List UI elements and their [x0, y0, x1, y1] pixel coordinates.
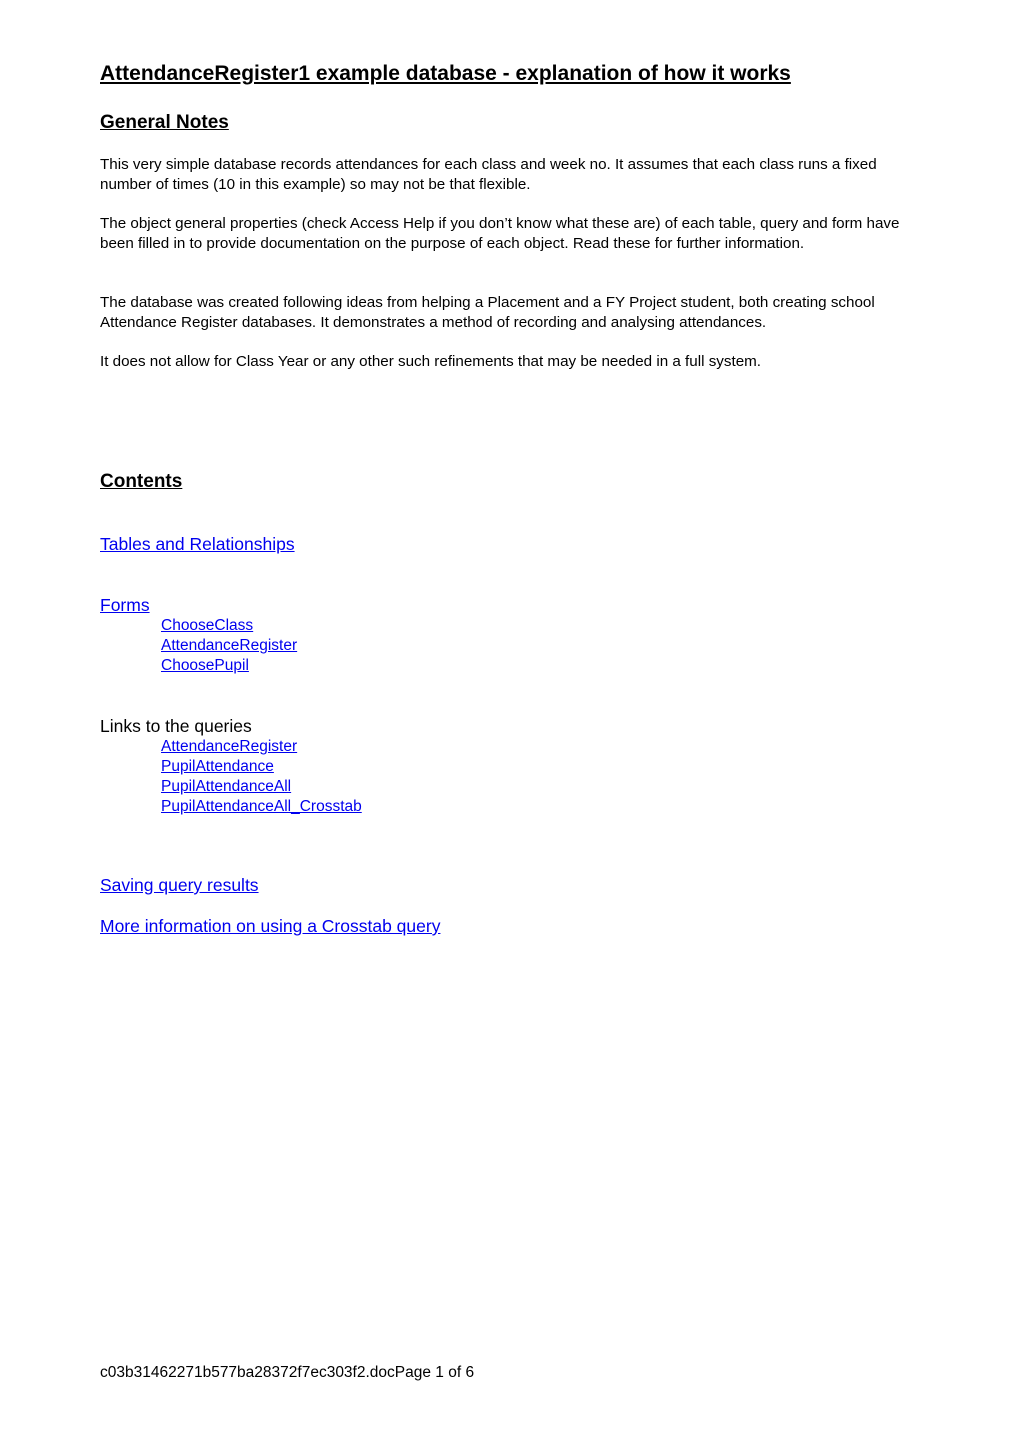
- list-item: [161, 797, 362, 817]
- footer-page-number: Page 1 of 6: [394, 1364, 475, 1381]
- general-notes-paragraph-2: The object general properties (check Access Help if you don’t know what these are) of each table, query and form have been filled in to provide documentation on the purpose of each object. Read these for further information.: [100, 215, 900, 252]
- list-item: [161, 757, 362, 777]
- form-link-chooseclass[interactable]: ChooseClass: [161, 617, 254, 634]
- list-item: [161, 636, 297, 656]
- queries-label: Links to the queries: [100, 716, 252, 736]
- form-link-choosepupil[interactable]: ChoosePupil: [161, 657, 249, 674]
- crosstab-info-link[interactable]: More information on using a Crosstab query: [100, 916, 441, 936]
- form-link-attendanceregister[interactable]: AttendanceRegister: [161, 637, 298, 654]
- contents-heading: Contents: [100, 471, 183, 492]
- document-title: AttendanceRegister1 example database - explanation of how it works: [100, 62, 791, 85]
- saving-query-results-link[interactable]: Saving query results: [100, 875, 259, 895]
- query-link-pupilattendanceall-crosstab[interactable]: PupilAttendanceAll_Crosstab: [161, 798, 362, 815]
- general-notes-paragraph-3: The database was created following ideas from helping a Placement and a FY Project student, both creating school Attendance Register databases. It demonstrates a method of recording and analysing attendances.: [100, 294, 875, 331]
- query-link-pupilattendance[interactable]: PupilAttendance: [161, 758, 274, 775]
- query-link-attendanceregister[interactable]: AttendanceRegister: [161, 738, 298, 755]
- tables-relationships-link[interactable]: Tables and Relationships: [100, 534, 295, 554]
- list-item: [161, 616, 297, 636]
- forms-link[interactable]: Forms: [100, 595, 150, 615]
- queries-list: [161, 737, 362, 817]
- general-notes-paragraph-4: It does not allow for Class Year or any other such refinements that may be needed in a full system.: [100, 353, 762, 370]
- query-link-pupilattendanceall[interactable]: PupilAttendanceAll: [161, 778, 292, 795]
- general-notes-heading: General Notes: [100, 112, 229, 133]
- general-notes-paragraph-1: This very simple database records attendances for each class and week no. It assumes that each class runs a fixed number of times (10 in this example) so may not be that flexible.: [100, 156, 877, 193]
- forms-list: [161, 616, 297, 676]
- list-item: [161, 656, 297, 676]
- list-item: [161, 777, 362, 797]
- page-footer: [100, 1364, 474, 1382]
- footer-filename: c03b31462271b577ba28372f7ec303f2.doc: [100, 1364, 395, 1381]
- list-item: [161, 737, 362, 757]
